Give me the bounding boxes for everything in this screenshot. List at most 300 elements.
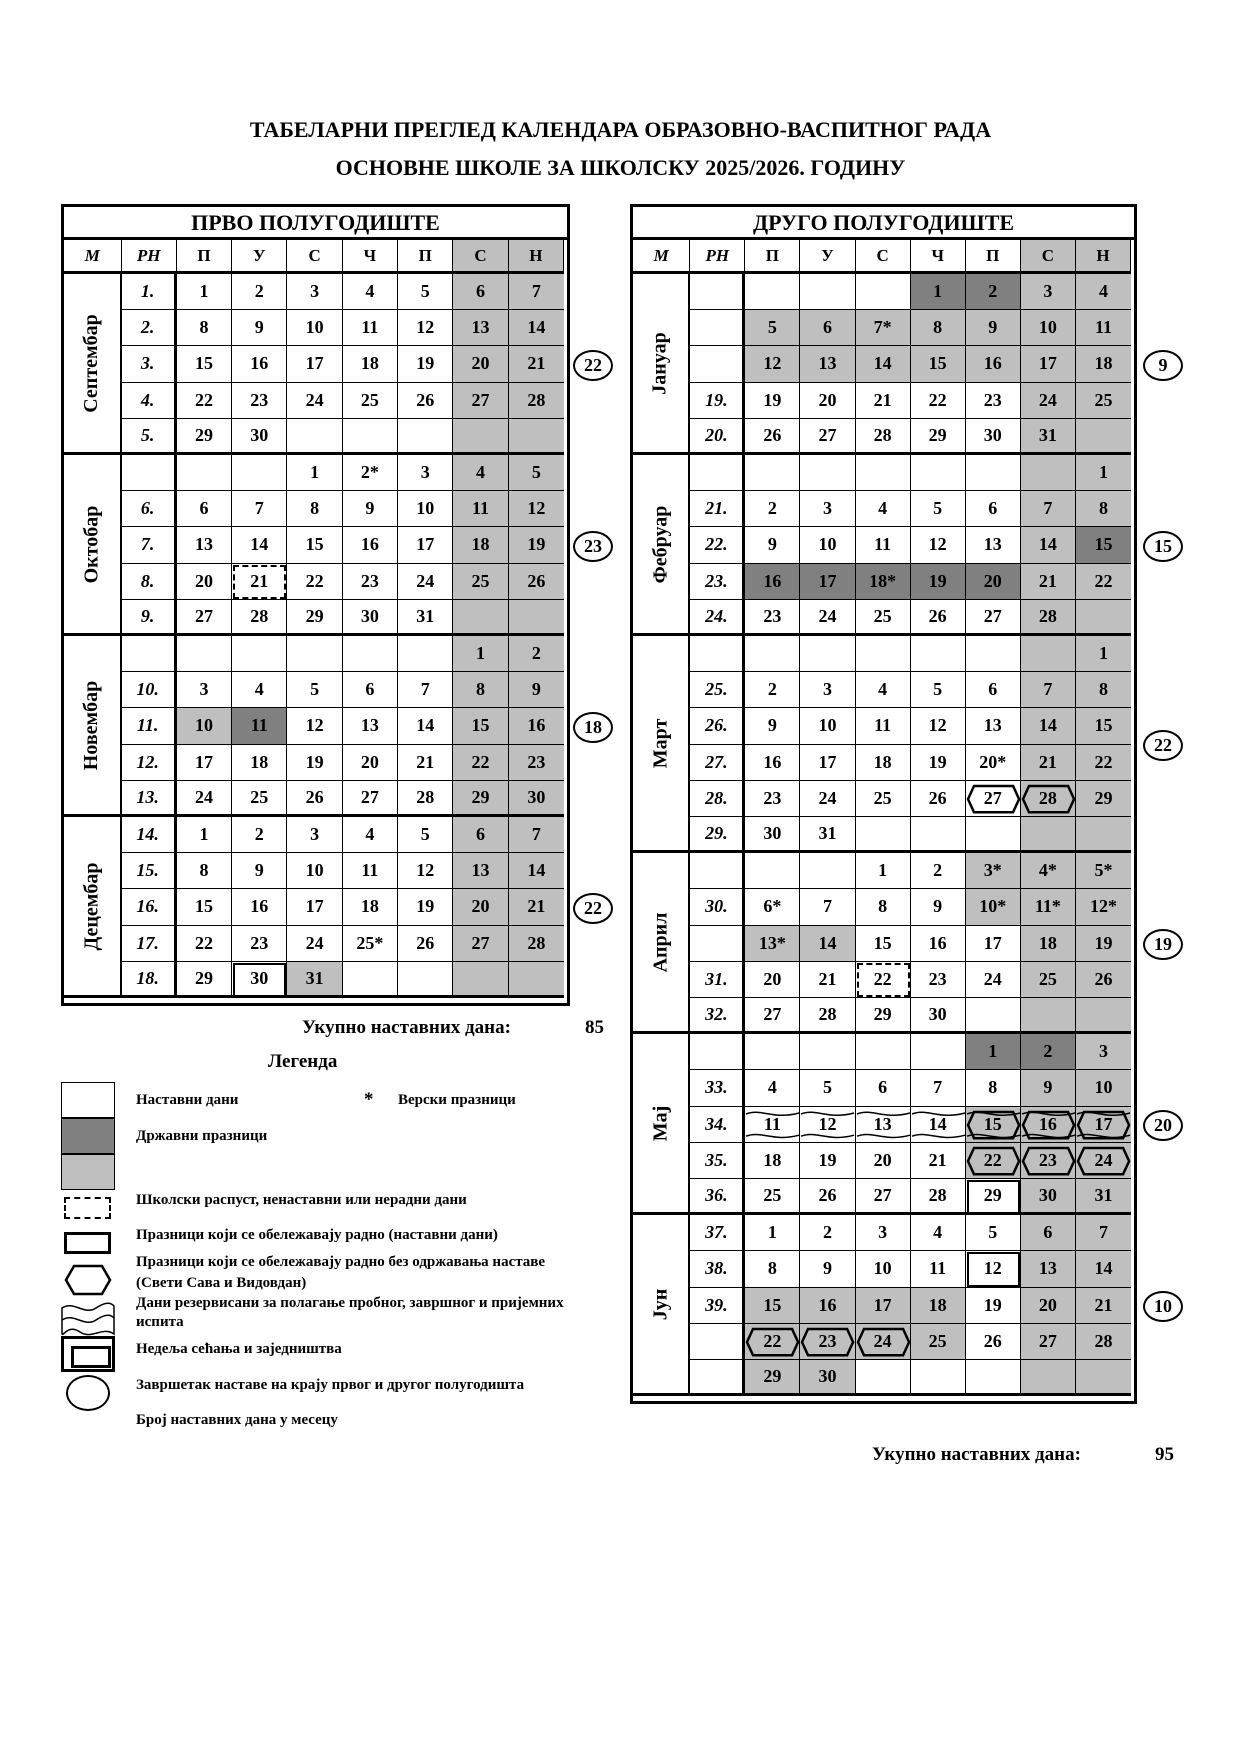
calendar-day-cell: 16 [343,527,398,563]
legend-title: Легенда [268,1051,338,1072]
calendar-day-cell: 4 [745,1070,800,1106]
calendar-day-cell: 1 [177,274,232,310]
calendar-day-cell: 1 [453,636,508,672]
calendar-day-cell: 11 [453,491,508,527]
calendar-day-cell: 24 [177,781,232,817]
calendar-day-cell: 23 [232,383,287,419]
calendar-day-cell: 9 [745,708,800,744]
calendar-day-cell: 1 [966,1034,1021,1070]
calendar-day-cell: 27 [177,600,232,636]
calendar-day-cell: 11 [856,527,911,563]
calendar-day-cell: 13 [966,527,1021,563]
second-half-total-value: 95 [1155,1444,1174,1465]
calendar-day-cell [911,1360,966,1396]
header-weekday: С [453,240,508,274]
header-week-number: РН [122,240,177,274]
calendar-day-cell [911,817,966,853]
calendar-day-cell: 30 [966,419,1021,455]
calendar-day-cell: 11 [343,310,398,346]
calendar-day-cell: 24 [800,781,855,817]
calendar-day-cell: 19 [287,745,342,781]
calendar-day-cell: 4 [343,274,398,310]
legend-item: Наставни дани [136,1092,239,1108]
calendar-day-cell: 3 [398,455,453,491]
calendar-day-cell [856,1360,911,1396]
calendar-day-cell: 14 [1021,708,1076,744]
calendar-day-cell: 26 [398,383,453,419]
month-name [64,817,122,998]
header-weekday: П [177,240,232,274]
calendar-day-cell: 25 [1021,962,1076,998]
calendar-day-cell: 8 [966,1070,1021,1106]
calendar-day-cell: 14 [509,853,564,889]
calendar-day-cell: 15 [453,708,508,744]
calendar-day-cell: 30 [911,998,966,1034]
calendar-day-cell: 23 [1021,1143,1076,1179]
calendar-day-cell: 8 [745,1251,800,1287]
calendar-day-cell: 7 [911,1070,966,1106]
calendar-day-cell [1021,1360,1076,1396]
calendar-day-cell: 10 [856,1251,911,1287]
legend-circle-icon [66,1375,110,1411]
week-number: 3. [122,346,177,382]
calendar-day-cell: 21 [509,346,564,382]
week-number [690,455,745,491]
calendar-day-cell: 9 [800,1251,855,1287]
calendar-day-cell [800,1034,855,1070]
calendar-day-cell: 21 [1076,1288,1131,1324]
calendar-day-cell: 5 [911,491,966,527]
week-number: 9. [122,600,177,636]
calendar-day-cell: 15 [177,346,232,382]
calendar-day-cell [1021,636,1076,672]
calendar-day-cell: 28 [1021,781,1076,817]
calendar-day-cell: 4 [343,817,398,853]
calendar-day-cell [1076,998,1131,1034]
calendar-day-cell: 29 [966,1179,1021,1215]
legend-item: Завршетак наставе на крају првог и другог полугодишта [136,1377,525,1393]
calendar-day-cell: 20 [745,962,800,998]
calendar-day-cell: 14 [800,926,855,962]
week-number: 17. [122,926,177,962]
calendar-day-cell: 31 [800,817,855,853]
calendar-day-cell: 22 [856,962,911,998]
week-number: 20. [690,419,745,455]
calendar-day-cell: 2 [966,274,1021,310]
calendar-day-cell: 31 [287,962,342,998]
calendar-day-cell: 21 [232,564,287,600]
calendar-day-cell: 26 [966,1324,1021,1360]
calendar-day-cell: 7 [1076,1215,1131,1251]
calendar-day-cell: 19 [911,564,966,600]
calendar-day-cell: 14 [232,527,287,563]
calendar-day-cell [343,419,398,455]
header-weekday: Н [1076,240,1131,274]
calendar-day-cell: 19 [398,346,453,382]
second-half-title: ДРУГО ПОЛУГОДИШТЕ [633,207,1134,240]
calendar-day-cell [856,817,911,853]
calendar-day-cell: 30 [745,817,800,853]
calendar-day-cell: 3 [287,817,342,853]
calendar-day-cell: 10 [287,853,342,889]
calendar-day-cell: 18 [856,745,911,781]
week-number: 2. [122,310,177,346]
calendar-day-cell: 16 [745,564,800,600]
first-half-total-label: Укупно наставних дана: [302,1017,511,1038]
calendar-day-cell: 29 [177,962,232,998]
calendar-day-cell [453,600,508,636]
calendar-day-cell: 20 [966,564,1021,600]
month-label: Јануар [649,331,672,395]
week-number: 4. [122,383,177,419]
calendar-day-cell: 6 [800,310,855,346]
calendar-day-cell: 27 [343,781,398,817]
calendar-day-cell: 13 [453,853,508,889]
calendar-day-cell: 9 [1021,1070,1076,1106]
calendar-day-cell: 6 [453,817,508,853]
calendar-day-cell [856,455,911,491]
header-month: М [633,240,690,274]
calendar-day-cell [911,455,966,491]
calendar-day-cell: 6 [966,491,1021,527]
calendar-day-cell: 18 [1076,346,1131,382]
calendar-day-cell: 19 [509,527,564,563]
wave-marker-icon [800,1107,855,1143]
calendar-day-cell: 20 [1021,1288,1076,1324]
week-number: 16. [122,889,177,925]
legend-swatch-teaching [61,1082,115,1118]
calendar-day-cell: 25 [856,781,911,817]
month-name [64,636,122,817]
legend-swatch-dashed [64,1197,111,1219]
calendar-day-cell: 9 [911,889,966,925]
calendar-day-cell: 3 [800,672,855,708]
calendar-day-cell: 22 [453,745,508,781]
calendar-day-cell: 27 [453,926,508,962]
header-weekday: Н [509,240,564,274]
week-number [690,1324,745,1360]
calendar-day-cell: 15 [287,527,342,563]
calendar-day-cell: 21 [911,1143,966,1179]
header-weekday: У [232,240,287,274]
calendar-day-cell: 22 [966,1143,1021,1179]
calendar-day-cell [911,636,966,672]
calendar-day-cell: 3 [287,274,342,310]
calendar-day-cell: 27 [966,600,1021,636]
calendar-day-cell: 21 [800,962,855,998]
calendar-day-cell: 10 [800,527,855,563]
calendar-day-cell: 5 [745,310,800,346]
calendar-day-cell: 7* [856,310,911,346]
calendar-day-cell: 18 [343,346,398,382]
calendar-day-cell: 23 [911,962,966,998]
calendar-day-cell: 25 [1076,383,1131,419]
calendar-day-cell: 10* [966,889,1021,925]
header-weekday: У [800,240,855,274]
calendar-day-cell: 5* [1076,853,1131,889]
calendar-day-cell: 22 [745,1324,800,1360]
week-number: 30. [690,889,745,925]
wave-marker-icon [911,1107,966,1143]
legend-star-text: Верски празници [398,1092,516,1108]
week-number: 24. [690,600,745,636]
week-number [690,636,745,672]
calendar-day-cell [1076,1360,1131,1396]
month-teaching-days-count: 10 [1143,1291,1183,1322]
calendar-day-cell: 21 [1021,564,1076,600]
calendar-day-cell: 22 [177,383,232,419]
header-weekday: С [1021,240,1076,274]
second-half-total-label: Укупно наставних дана: [872,1444,1081,1465]
calendar-day-cell: 19 [911,745,966,781]
calendar-day-cell [453,419,508,455]
calendar-day-cell: 17 [177,745,232,781]
calendar-day-cell [1021,817,1076,853]
header-weekday: С [856,240,911,274]
calendar-day-cell: 23 [800,1324,855,1360]
week-number [690,346,745,382]
calendar-day-cell [966,1360,1021,1396]
calendar-day-cell [1021,998,1076,1034]
calendar-day-cell: 19 [1076,926,1131,962]
calendar-day-cell: 6 [856,1070,911,1106]
calendar-day-cell: 10 [800,708,855,744]
calendar-day-cell: 7 [232,491,287,527]
calendar-day-cell: 6 [343,672,398,708]
calendar-day-cell [800,853,855,889]
calendar-day-cell [343,962,398,998]
calendar-day-cell: 7 [1021,672,1076,708]
calendar-day-cell: 15 [856,926,911,962]
calendar-day-cell: 2 [232,817,287,853]
calendar-day-cell: 1 [856,853,911,889]
legend-item: Дани резервисани за полагање пробног, завршног и пријемних [136,1295,564,1311]
month-teaching-days-count: 20 [1143,1110,1183,1141]
calendar-day-cell: 15 [745,1288,800,1324]
calendar-day-cell: 5 [911,672,966,708]
calendar-day-cell: 8 [287,491,342,527]
calendar-day-cell: 5 [966,1215,1021,1251]
calendar-day-cell: 16 [911,926,966,962]
month-teaching-days-count: 9 [1143,350,1183,381]
calendar-day-cell: 25 [745,1179,800,1215]
calendar-day-cell [745,455,800,491]
calendar-day-cell: 1 [1076,455,1131,491]
legend-hexagon-icon [64,1264,112,1296]
calendar-day-cell: 23 [745,781,800,817]
week-number: 33. [690,1070,745,1106]
calendar-day-cell [966,817,1021,853]
header-weekday: Ч [911,240,966,274]
calendar-day-cell: 4 [453,455,508,491]
wave-marker-icon [745,1107,800,1143]
wave-marker-icon [966,1107,1021,1143]
calendar-day-cell: 19 [745,383,800,419]
calendar-day-cell: 3 [177,672,232,708]
week-number: 39. [690,1288,745,1324]
calendar-day-cell: 18 [745,1143,800,1179]
legend-star-symbol: * [364,1089,374,1110]
calendar-day-cell: 16 [232,346,287,382]
calendar-day-cell: 9 [745,527,800,563]
calendar-day-cell: 29 [1076,781,1131,817]
calendar-day-cell: 13 [856,1107,911,1143]
calendar-day-cell: 20 [856,1143,911,1179]
legend-item: Празници који се обележавају радно без одржавања наставе [136,1254,546,1270]
calendar-day-cell: 10 [398,491,453,527]
calendar-day-cell: 14 [509,310,564,346]
calendar-day-cell: 18 [343,889,398,925]
week-number: 21. [690,491,745,527]
calendar-day-cell: 21 [398,745,453,781]
calendar-day-cell [966,636,1021,672]
calendar-day-cell: 1 [745,1215,800,1251]
week-number: 5. [122,419,177,455]
week-number: 8. [122,564,177,600]
week-number: 31. [690,962,745,998]
week-number: 6. [122,491,177,527]
week-number [690,1034,745,1070]
calendar-day-cell: 21 [856,383,911,419]
calendar-day-cell [800,636,855,672]
calendar-day-cell [911,1034,966,1070]
calendar-day-cell: 7 [1021,491,1076,527]
calendar-day-cell: 30 [232,419,287,455]
calendar-day-cell: 15 [1076,527,1131,563]
calendar-day-cell: 24 [287,383,342,419]
legend-swatch-boxed [64,1232,111,1254]
calendar-day-cell: 11 [343,853,398,889]
calendar-day-cell: 11 [232,708,287,744]
week-number [122,636,177,672]
page-title-line2: ОСНОВНЕ ШКОЛЕ ЗА ШКОЛСКУ 2025/2026. ГОДИНУ [335,155,906,180]
calendar-day-cell: 13 [800,346,855,382]
calendar-day-cell: 11 [856,708,911,744]
calendar-day-cell: 8 [453,672,508,708]
calendar-day-cell: 4 [232,672,287,708]
month-label: Септембар [80,313,103,413]
calendar-day-cell: 22 [177,926,232,962]
calendar-day-cell: 2 [1021,1034,1076,1070]
calendar-day-cell [398,636,453,672]
month-name [633,274,690,455]
calendar-day-cell [856,274,911,310]
calendar-day-cell: 9 [343,491,398,527]
calendar-day-cell: 16 [966,346,1021,382]
calendar-day-cell: 21 [509,889,564,925]
calendar-day-cell: 28 [509,926,564,962]
calendar-day-cell: 8 [177,853,232,889]
calendar-day-cell: 8 [856,889,911,925]
calendar-day-cell: 6 [966,672,1021,708]
calendar-day-cell: 27 [800,419,855,455]
calendar-day-cell: 2 [232,274,287,310]
week-number: 7. [122,527,177,563]
calendar-day-cell: 26 [800,1179,855,1215]
calendar-day-cell: 9 [232,853,287,889]
calendar-day-cell: 1 [287,455,342,491]
calendar-day-cell: 19 [800,1143,855,1179]
month-name [633,455,690,636]
calendar-day-cell: 10 [1076,1070,1131,1106]
calendar-day-cell: 22 [1076,745,1131,781]
calendar-day-cell [745,1034,800,1070]
calendar-day-cell [287,636,342,672]
calendar-day-cell [343,636,398,672]
calendar-day-cell: 5 [800,1070,855,1106]
calendar-day-cell: 15 [911,346,966,382]
week-number: 38. [690,1251,745,1287]
calendar-day-cell [745,636,800,672]
calendar-day-cell: 24 [800,600,855,636]
first-half-title: ПРВО ПОЛУГОДИШТЕ [64,207,567,240]
calendar-day-cell [509,962,564,998]
calendar-day-cell: 24 [856,1324,911,1360]
week-number: 12. [122,745,177,781]
calendar-day-cell: 26 [1076,962,1131,998]
month-label: Октобар [80,505,103,583]
week-number: 25. [690,672,745,708]
calendar-day-cell: 29 [745,1360,800,1396]
calendar-day-cell: 3* [966,853,1021,889]
calendar-day-cell: 16 [745,745,800,781]
calendar-day-cell: 28 [398,781,453,817]
month-name [633,853,690,1034]
calendar-day-cell: 12 [800,1107,855,1143]
calendar-day-cell: 18 [232,745,287,781]
calendar-day-cell: 27 [966,781,1021,817]
calendar-day-cell: 13 [453,310,508,346]
wave-marker-icon [1021,1107,1076,1143]
calendar-day-cell: 11* [1021,889,1076,925]
calendar-day-cell: 12 [745,346,800,382]
week-number: 26. [690,708,745,744]
month-label: Новембар [80,680,103,770]
calendar-day-cell: 12 [966,1251,1021,1287]
calendar-day-cell: 8 [1076,672,1131,708]
legend-item: Државни празници [136,1128,268,1144]
calendar-day-cell: 14 [856,346,911,382]
week-number: 15. [122,853,177,889]
calendar-day-cell [1021,455,1076,491]
calendar-day-cell: 23 [343,564,398,600]
calendar-day-cell: 17 [398,527,453,563]
calendar-day-cell: 2 [509,636,564,672]
calendar-day-cell [1076,817,1131,853]
month-teaching-days-count: 15 [1143,531,1183,562]
calendar-day-cell: 31 [1076,1179,1131,1215]
calendar-day-cell: 4 [1076,274,1131,310]
page-title-line1: ТАБЕЛАРНИ ПРЕГЛЕД КАЛЕНДАРА ОБРАЗОВНО-ВАСПИТНОГ РАДА [249,117,992,142]
calendar-day-cell: 5 [509,455,564,491]
week-number [690,310,745,346]
calendar-day-cell [800,455,855,491]
calendar-day-cell: 16 [800,1288,855,1324]
calendar-day-cell [745,853,800,889]
week-number: 10. [122,672,177,708]
header-weekday: П [398,240,453,274]
calendar-day-cell: 24 [398,564,453,600]
month-name [64,274,122,455]
calendar-day-cell: 2 [745,672,800,708]
calendar-day-cell: 18 [911,1288,966,1324]
calendar-day-cell: 28 [800,998,855,1034]
first-half-total-value: 85 [585,1017,604,1038]
calendar-day-cell [856,636,911,672]
week-number: 35. [690,1143,745,1179]
calendar-day-cell: 20 [343,745,398,781]
calendar-day-cell: 17 [800,745,855,781]
